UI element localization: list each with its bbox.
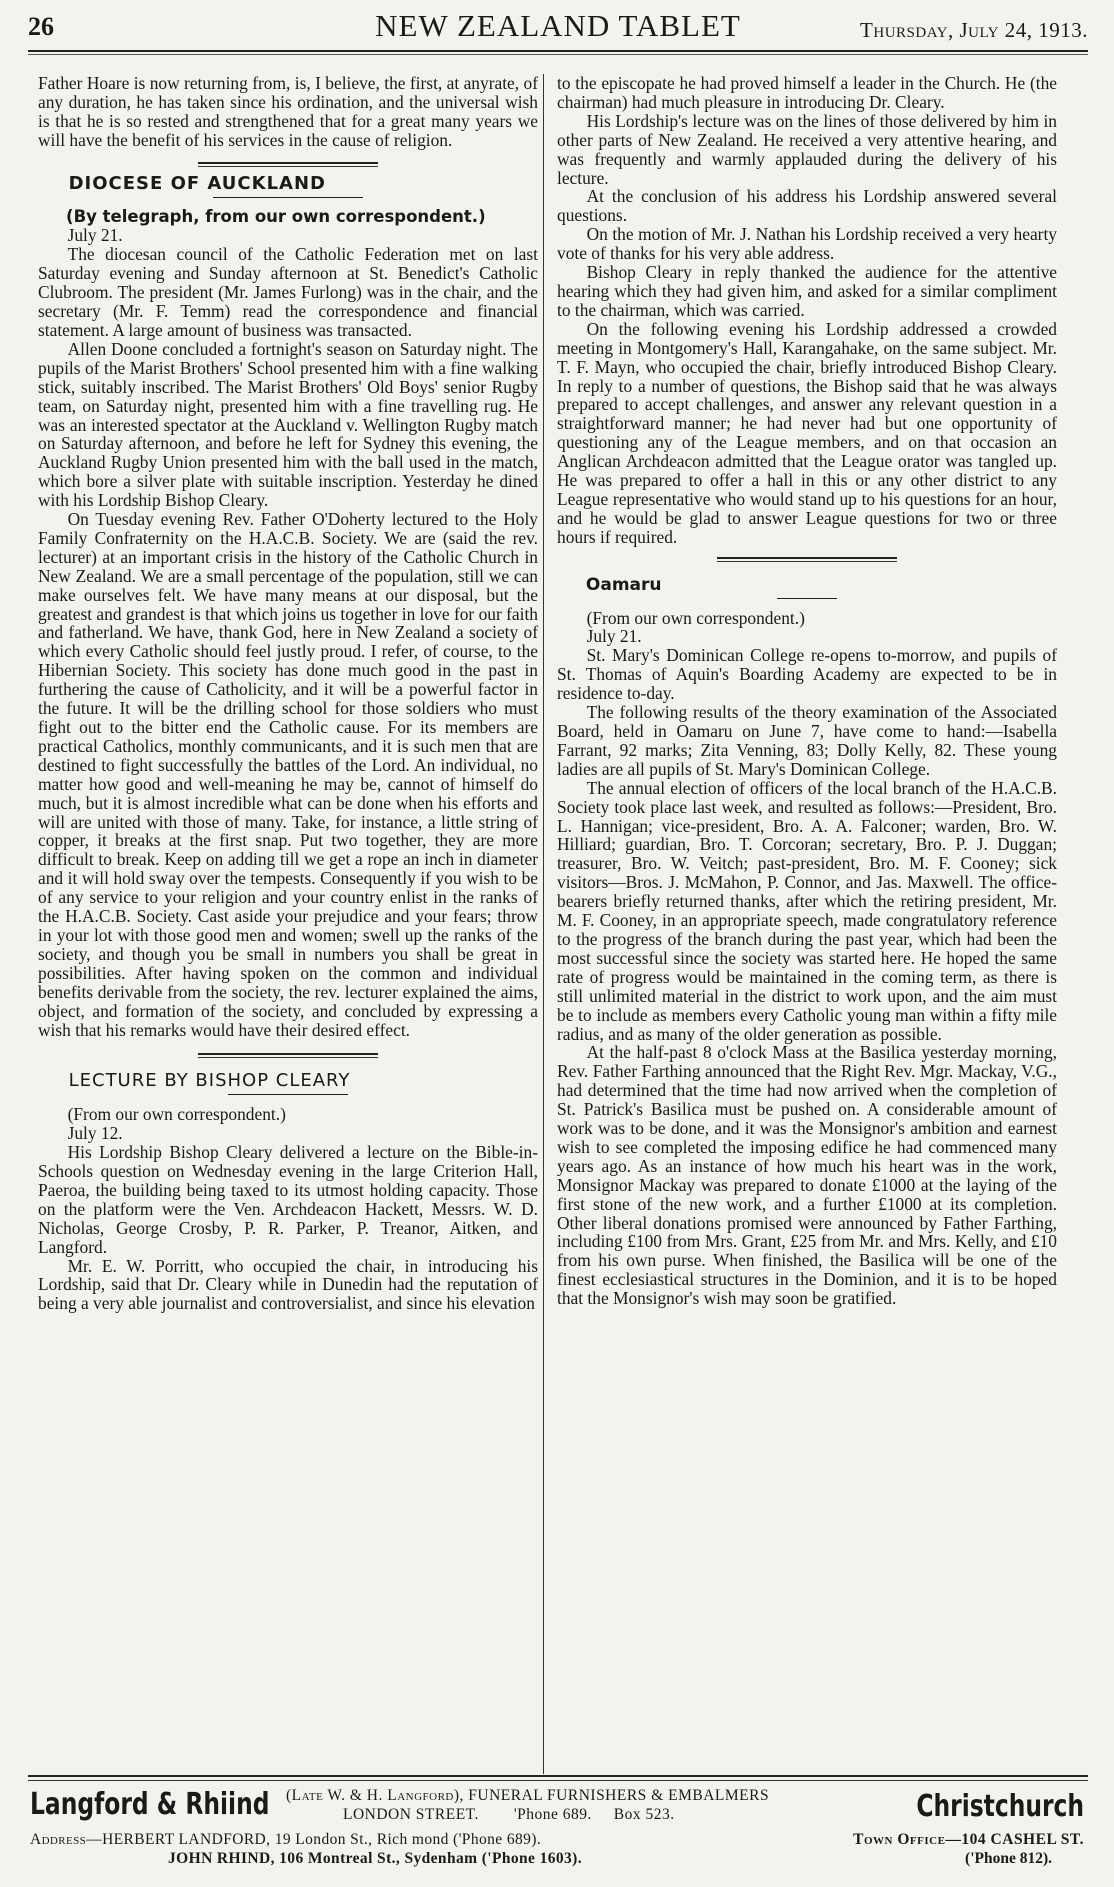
header-rule — [28, 50, 1088, 52]
advert-town-office: Town Office—104 CASHEL ST. — [853, 1831, 1084, 1848]
article-paragraph: The annual election of officers of the local branch of the H.A.C.B. Society took place last week, and resulted as follows:—President, Bro. L. Hannigan; vice-president, Bro. A. A. Falconer; warden, Bro. W. Hilliard; guardian, Bro. T. Corcoran; secretary, Bro. P. J. Duggan; treasurer, Bro. W. Veitch; past-president, Bro. M. F. Cooney; sick visitors—Bros. J. McMahon, P. Connor, and Jas. Maxwell. The office-bearers briefly returned thanks, after which the retiring president, Mr. M. F. Cooney, in an appropriate speech, made congratulatory reference to the progress of the branch during the past year, which had been the most successful since the society was started here. He hoped the same rate of progress would be maintained in the coming term, as there is still unlimited material in the district to work upon, and the aim must be to include as members every Catholic young man within a fifty mile radius, and as many of the older generation as possible. — [557, 777, 1057, 1044]
header-rule-thin — [28, 54, 1088, 55]
article-paragraph: Bishop Cleary in reply thanked the audience for the attentive hearing which they had given him, and asked for a similar compliment to the chairman, which was carried. — [557, 262, 1057, 320]
dateline-oamaru: July 21. — [586, 626, 642, 647]
page-header — [28, 8, 1088, 48]
advert-city: Christchurch — [916, 1789, 1084, 1824]
advert-rule — [28, 1775, 1088, 1777]
section-heading-lecture: LECTURE BY BISHOP CLEARY — [68, 1070, 351, 1092]
column-divider — [543, 74, 544, 1774]
advert-street: LONDON STREET. — [343, 1806, 479, 1823]
advert-address2: JOHN RHIND, 106 Montreal St., Sydenham ('Phone 1603). — [168, 1850, 583, 1867]
byline-lecture: (From our own correspondent.) — [67, 1104, 286, 1125]
funeral-advert — [28, 1775, 1088, 1883]
advert-trade-line — [286, 1787, 769, 1805]
advert-late: (Late W. & H. Langford), — [286, 1787, 464, 1804]
intro-paragraph: Father Hoare is now returning from, is, I believe, the first, at anyrate, of any duration, he has taken since his ordination, and the universal wish is that he is so rested and strengthened that for a great many years we will have the benefit of his services in the cause of religion. — [38, 73, 538, 150]
article-paragraph: The diocesan council of the Catholic Federation met on last Saturday evening and Sunday afternoon at St. Benedict's Catholic Clubroom. The president (Mr. James Furlong) was in the chair, and the secretary (Mr. F. Temm) read the correspondence and financial statement. A large amount of business was transacted. — [38, 244, 538, 340]
article-paragraph: At the conclusion of his address his Lordship answered several questions. — [557, 186, 1057, 226]
byline-oamaru: (From our own correspondent.) — [586, 607, 805, 628]
issue-date: Thursday, July 24, 1913. — [860, 18, 1088, 42]
advert-address-label: Address— — [30, 1831, 103, 1848]
advert-trade: FUNERAL FURNISHERS & EMBALMERS — [468, 1787, 770, 1804]
article-paragraph: The following results of the theory examination of the Associated Board, held in Oamaru on June 7, have come to hand:—Isabella Farrant, 92 marks; Zita Venning, 83; Dolly Kelly, 82. These young ladies are all pupils of St. Mary's Dominican College. — [557, 702, 1057, 779]
advert-brand: Langford & Rhiind — [30, 1787, 270, 1822]
article-paragraph: Allen Doone concluded a fortnight's season on Saturday night. The pupils of the Marist Brothers' School presented him with a fine walking stick, suitably inscribed. The Marist Brothers' Old Boys' senior Rugby team, on Saturday night, presented him with a fine travelling rug. He was an interested spectator at the Auckland v. Wellington Rugby match on Saturday afternoon, and before he left for Sydney this evening, the Auckland Rugby Union presented him with the ball used in the match, which bore a silver plate with suitable inscription. Yesterday he dined with his Lordship Bishop Cleary. — [38, 338, 538, 511]
dateline-auckland: July 21. — [67, 225, 123, 246]
right-column — [557, 74, 1057, 1308]
advert-rule-thin — [28, 1780, 1088, 1781]
page-number: 26 — [28, 12, 54, 41]
advert-phone: 'Phone 689. — [513, 1806, 592, 1823]
left-column — [38, 74, 538, 1313]
section-heading-oamaru: Oamaru — [585, 574, 662, 595]
article-paragraph: His Lordship's lecture was on the lines of those delivered by him in other parts of New Zealand. He received a very attentive hearing, and was frequently and warmly applauded during the delivery of his lecture. — [557, 110, 1057, 188]
advert-address1: HERBERT LANDFORD, 19 London St., Rich mond ('Phone 689). — [102, 1831, 542, 1848]
byline-auckland: (By telegraph, from our own correspondent.) — [66, 206, 486, 226]
advert-street-line — [343, 1806, 675, 1824]
article-paragraph: His Lordship Bishop Cleary delivered a lecture on the Bible-in-Schools question on Wednesday evening in the large Criterion Hall, Paeroa, the building being taxed to its utmost holding capacity. Those on the platform were the Ven. Archdeacon Hackett, Messrs. W. D. Nicholas, George Crosby, P. R. Parker, P. Treanor, Aitken, and Langford. — [38, 1142, 538, 1257]
masthead-title: NEW ZEALAND TABLET — [375, 8, 741, 43]
article-paragraph: Mr. E. W. Porritt, who occupied the chair, in introducing his Lordship, said that Dr. Cleary while in Dunedin had the reputation of being a very able journalist and controversialist, and since his elevation — [38, 1255, 538, 1314]
advert-address-line — [30, 1831, 541, 1849]
dateline-lecture: July 12. — [67, 1123, 123, 1144]
article-paragraph: to the episcopate he had proved himself a leader in the Church. He (the chairman) had much pleasure in introducing Dr. Cleary. — [557, 73, 1057, 112]
article-paragraph: On the motion of Mr. J. Nathan his Lordship received a very hearty vote of thanks for his very able address. — [557, 224, 1057, 264]
article-paragraph: On Tuesday evening Rev. Father O'Doherty lectured to the Holy Family Confraternity on the H.A.C.B. Society. We are (said the rev. lecturer) at an important crisis in the history of the Catholic Church in New Zealand. We are a small percentage of the population, still we can make ourselves felt. We have many means at our disposal, but the greatest and grandest is that which joins us together in love for our faith and fatherland. We have, thank God, here in New Zealand a society of which every Catholic should feel justly proud. I refer, of course, to the Hibernian Society. This society has done much good in the past in furthering the cause of Catholicity, and it will be a powerful factor in the future. It will be the drilling school for those soldiers who must fight out to the bitter end the Catholic cause. For its members are practical Catholics, monthly communicants, and it is such men that are destined to fight successfully the battles of the Lord. An individual, no matter how good and well-meaning he may be, cannot of himself do much, but it is almost incredible what can be done when his efforts and will are united with those of many. Take, for instance, a little string of copper, it breaks at the first snap. Put two together, they are more difficult to break. Keep on adding till we get a rope an inch in diameter and it will hold sway over the tempests. Consequently if you wish to be of any service to your religion and your country enlist in the ranks of the H.A.C.B. Society. Cast aside your prejudice and your fears; throw in your lot with those good men and women; swell up the ranks of the society, and though you be small in numbers you shall be great in possibilities. After having spoken on the common and individual benefits derivable from the society, the rev. lecturer explained the aims, object, and formation of the society, and concluded by expressing a wish that his remarks would have their desired effect. — [38, 509, 538, 1040]
advert-box: Box 523. — [613, 1806, 675, 1823]
advert-town-phone: ('Phone 812). — [965, 1850, 1052, 1867]
article-paragraph: St. Mary's Dominican College re-opens to-morrow, and pupils of St. Thomas of Aquin's Boarding Academy are expected to be in residence to-day. — [557, 645, 1057, 704]
article-paragraph: At the half-past 8 o'clock Mass at the Basilica yesterday morning, Rev. Father Farthing announced that the Right Rev. Mgr. Mackay, V.G., had determined that the time had now arrived when the completion of St. Patrick's Basilica must be pushed on. A considerable amount of work was to be done, and it was the Monsignor's ambition and earnest wish to see completed the imposing edifice he had commenced many years ago. As an instance of how much his heart was in the work, Monsignor Mackay was prepared to donate £1000 at the laying of the first stone of the new work, and a further £1000 at its completion. Other liberal donations promised were announced by Father Farthing, including £100 from Mrs. Grant, £25 from Mr. and Mrs. Kelly, and £10 from his own purse. When finished, the Basilica will be one of the finest ecclesiastical structures in the Dominion, and it is to be hoped that the Monsignor's wish may soon be gratified. — [557, 1042, 1057, 1309]
article-paragraph: On the following evening his Lordship addressed a crowded meeting in Montgomery's Hall, Karangahake, on the same subject. Mr. T. F. Mayn, who occupied the chair, briefly introduced Bishop Cleary. In reply to a number of questions, the Bishop said that he was always prepared to accept challenges, and answer any relevant question in a straightforward manner; he had never had but one opportunity of questioning any of the League members, and on that occasion an Anglican Archdeacon admitted that the League orator was tangled up. He was prepared to offer a hall in this or any other district to any League representative who would stand up to his questions for an hour, and he would be glad to answer League questions for two or three hours if required. — [557, 318, 1057, 547]
section-heading-auckland: DIOCESE OF AUCKLAND — [68, 172, 326, 194]
